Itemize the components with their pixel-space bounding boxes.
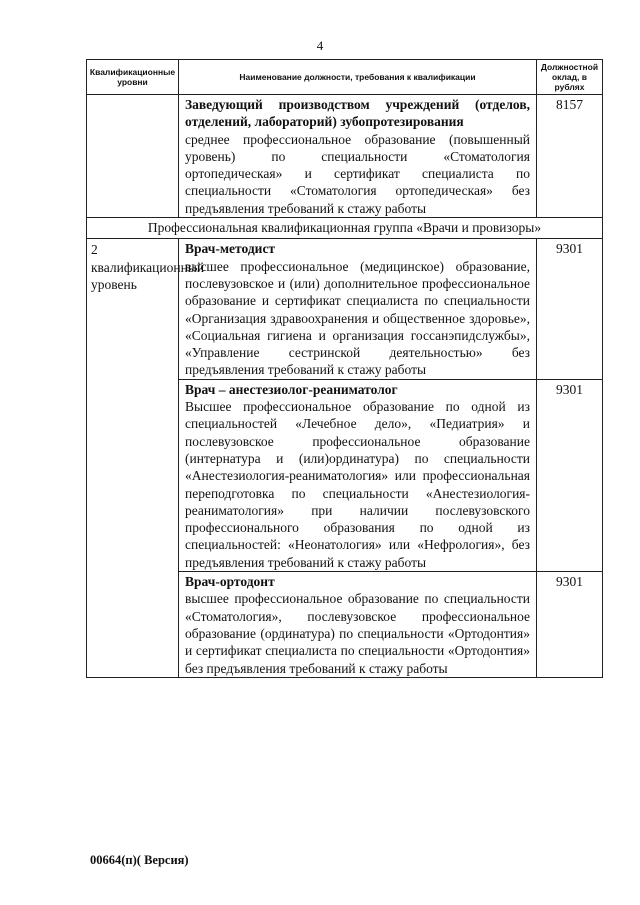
position-requirements: среднее профессиональное образование (повышенный уровень) по специальности «Стоматология ортопедическая» и сертификат специалиста по специальности «Стоматология ортопедическая» без предъявления требований к стажу работы [185,131,530,216]
position-cell [179,239,537,379]
position-requirements: высшее профессиональное (медицинское) образование, послевузовское и (или) дополнительное профессиональное образование и сертификат специалиста по специальности «Организация здравоохранения и общественное здоровье», «Социальная гигиена и организация госсанэпидслужбы», «Управление сестринской деятельностью» без предъявления требований к стажу работы [185,258,530,378]
qualification-table [86,59,603,678]
group-title: Профессиональная квалификационная группа «Врачи и провизоры» [87,218,603,239]
position-title: Врач-ортодонт [185,574,275,590]
table-row [87,95,603,218]
salary-cell: 8157 [537,95,603,218]
position-requirements: высшее профессиональное образование по специальности «Стоматология», послевузовское профессиональное образование (ординатура) по специальности «Ортодонтия» и сертификат специалиста по специальности «Ортодонтия» без предъявления требований к стажу работы [185,591,530,676]
position-cell [179,572,537,678]
table-row [87,239,603,379]
position-title: Заведующий производством учреждений (отделов, отделений, лабораторий) зубопротезирования [185,97,530,130]
position-cell [179,95,537,218]
group-row [87,218,603,239]
header-salary: Должностной оклад, в рублях [537,60,603,95]
header-position: Наименование должности, требования к квалификации [179,60,537,95]
salary-cell: 9301 [537,239,603,379]
document-code: 00664(п)( Версия) [90,853,189,867]
position-requirements: Высшее профессиональное образование по одной из специальностей «Лечебное дело», «Педиатрия» и послевузовское профессиональное образование (интернатура и (или)ординатура) по специальности «Анестезиология-реаниматология» или профессиональная переподготовка по специальности «Анестезиология-реаниматология» при наличии послевузовского профессионального образования по одной из специальностей: «Неонатология» или «Нефрология», без предъявления требований к стажу работы [185,399,530,570]
table-header-row [87,60,603,95]
page-number: 4 [316,38,324,53]
salary-cell: 9301 [537,572,603,678]
level-cell-empty [87,95,179,218]
position-title: Врач – анестезиолог-реаниматолог [185,381,398,397]
header-levels: Квалификационные уровни [87,60,179,95]
position-cell [179,379,537,571]
salary-cell: 9301 [537,379,603,571]
position-title: Врач-методист [185,241,276,257]
level-cell: 2 квалификационный уровень [87,239,179,677]
